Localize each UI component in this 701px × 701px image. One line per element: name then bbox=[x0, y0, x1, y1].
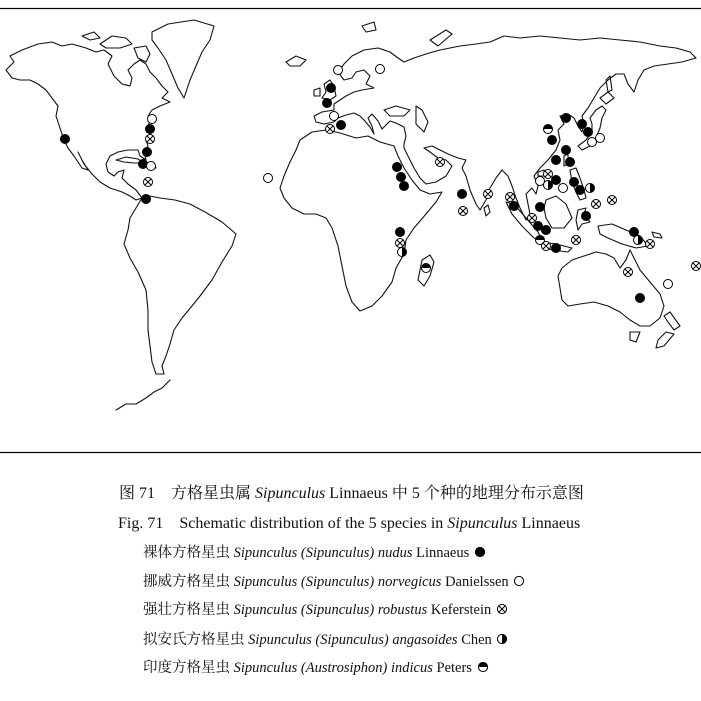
coastline-antarctic-peninsula bbox=[116, 380, 170, 410]
marker-nudus bbox=[552, 176, 561, 185]
legend-genus: Sipunculus bbox=[233, 545, 298, 561]
marker-nudus bbox=[576, 186, 585, 195]
legend-subgenus: (Austrosiphon) bbox=[300, 660, 388, 676]
legend-symbol-filled-circle-icon bbox=[474, 546, 486, 558]
marker-angasoides bbox=[398, 248, 407, 257]
legend-symbol-mark bbox=[478, 662, 487, 671]
marker-norvegicus bbox=[330, 112, 339, 121]
distribution-markers bbox=[61, 65, 701, 303]
legend-chinese-name: 强壮方格星虫 bbox=[143, 602, 230, 618]
legend-author: Peters bbox=[436, 660, 472, 676]
caption-en-suffix: Linnaeus bbox=[521, 515, 581, 532]
marker-nudus bbox=[542, 226, 551, 235]
marker-norvegicus bbox=[147, 162, 156, 171]
legend-species: robustus bbox=[377, 602, 428, 618]
marker-robustus bbox=[692, 262, 701, 271]
legend-symbol-mark bbox=[475, 547, 484, 556]
marker-nudus bbox=[548, 136, 557, 145]
marker-nudus bbox=[146, 125, 155, 134]
marker-nudus bbox=[636, 294, 645, 303]
marker-nudus bbox=[142, 195, 151, 204]
legend-subgenus: (Sipunculus) bbox=[315, 632, 389, 648]
legend-genus: Sipunculus bbox=[233, 602, 298, 618]
coastline-tasmania bbox=[630, 332, 640, 342]
figure-label-zh: 图 71 bbox=[119, 485, 156, 502]
coastline-greenland bbox=[152, 20, 214, 98]
caption-zh-prefix: 方格星虫属 bbox=[171, 485, 252, 502]
legend-item-norvegicus bbox=[143, 573, 525, 591]
legend-subgenus: (Sipunculus) bbox=[300, 574, 375, 590]
marker-robustus bbox=[542, 242, 551, 251]
caption-en-prefix: Schematic distribution of the 5 species in bbox=[179, 515, 444, 532]
marker-nudus bbox=[458, 190, 467, 199]
legend-symbol-mark bbox=[497, 604, 506, 613]
legend-item-nudus bbox=[143, 544, 486, 562]
marker-nudus bbox=[552, 244, 561, 253]
marker-nudus bbox=[562, 146, 571, 155]
figure-label-en: Fig. 71 bbox=[118, 515, 164, 532]
coastline-australia bbox=[558, 250, 664, 326]
marker-robustus bbox=[484, 190, 493, 199]
marker-nudus bbox=[337, 121, 346, 130]
marker-nudus bbox=[393, 163, 402, 172]
marker-robustus bbox=[528, 214, 537, 223]
legend-chinese-name: 裸体方格星虫 bbox=[143, 545, 230, 561]
coastline-south-america bbox=[124, 196, 236, 374]
marker-robustus bbox=[506, 193, 515, 202]
marker-robustus bbox=[624, 268, 633, 277]
marker-robustus bbox=[608, 196, 617, 205]
marker-norvegicus bbox=[376, 65, 385, 74]
legend-author: Keferstein bbox=[430, 602, 492, 618]
marker-nudus bbox=[578, 120, 587, 129]
marker-nudus bbox=[61, 135, 70, 144]
marker-norvegicus bbox=[559, 184, 568, 193]
marker-norvegicus bbox=[664, 280, 673, 289]
marker-nudus bbox=[327, 84, 336, 93]
marker-nudus bbox=[570, 178, 579, 187]
legend-item-angasoides bbox=[143, 631, 508, 649]
legend-species: nudus bbox=[377, 545, 413, 561]
coastline-inland-seas bbox=[384, 106, 428, 132]
marker-nudus bbox=[536, 203, 545, 212]
marker-robustus bbox=[459, 207, 468, 216]
marker-norvegicus bbox=[148, 115, 157, 124]
marker-indicus bbox=[422, 264, 431, 273]
coastline-africa bbox=[280, 130, 442, 311]
marker-robustus bbox=[326, 125, 335, 134]
coastline-eurasia bbox=[314, 36, 696, 220]
marker-nudus bbox=[582, 212, 591, 221]
marker-nudus bbox=[562, 114, 571, 123]
marker-angasoides bbox=[634, 236, 643, 245]
coastlines bbox=[6, 20, 696, 410]
marker-robustus bbox=[144, 178, 153, 187]
marker-nudus bbox=[510, 202, 519, 211]
marker-nudus bbox=[552, 156, 561, 165]
legend-symbol-open-circle-icon bbox=[513, 575, 525, 587]
legend-subgenus: (Sipunculus) bbox=[300, 602, 375, 618]
marker-robustus bbox=[646, 240, 655, 249]
marker-norvegicus bbox=[596, 134, 605, 143]
legend-chinese-name: 拟安氏方格星虫 bbox=[143, 632, 245, 648]
caption-english bbox=[118, 514, 580, 534]
legend-symbol-top-half-filled-circle-icon bbox=[477, 661, 489, 673]
legend-species: indicus bbox=[390, 660, 433, 676]
marker-nudus bbox=[566, 158, 575, 167]
marker-nudus bbox=[396, 228, 405, 237]
coastline-new-zealand bbox=[656, 312, 680, 348]
marker-robustus bbox=[544, 170, 553, 179]
legend-symbol-half-filled-circle-icon bbox=[496, 633, 508, 645]
legend-symbol-mark bbox=[515, 576, 524, 585]
caption-zh-suffix: Linnaeus 中 5 个种的地理分布示意图 bbox=[329, 485, 584, 502]
legend-chinese-name: 挪威方格星虫 bbox=[143, 574, 230, 590]
legend-species: angasoides bbox=[392, 632, 458, 648]
marker-indicus bbox=[544, 125, 553, 134]
caption-zh-genus: Sipunculus bbox=[255, 485, 326, 502]
coastline-arctic-islands bbox=[82, 32, 150, 62]
marker-norvegicus bbox=[334, 66, 343, 75]
legend-author: Chen bbox=[461, 632, 492, 648]
legend-item-indicus bbox=[143, 659, 489, 677]
marker-robustus bbox=[146, 135, 155, 144]
marker-nudus bbox=[143, 148, 152, 157]
legend-genus: Sipunculus bbox=[248, 632, 312, 648]
marker-angasoides bbox=[544, 181, 553, 190]
legend-subgenus: (Sipunculus) bbox=[300, 545, 375, 561]
legend-genus: Sipunculus bbox=[233, 660, 298, 676]
coastline-north-america bbox=[6, 42, 170, 200]
marker-nudus bbox=[400, 182, 409, 191]
coastline-north-atlantic-islands bbox=[286, 22, 452, 66]
marker-angasoides bbox=[586, 184, 595, 193]
marker-norvegicus bbox=[264, 174, 273, 183]
caption-chinese bbox=[119, 484, 584, 504]
marker-nudus bbox=[397, 173, 406, 182]
marker-robustus bbox=[396, 239, 405, 248]
legend-chinese-name: 印度方格星虫 bbox=[143, 660, 230, 676]
legend-author: Linnaeus bbox=[416, 545, 470, 561]
legend-genus: Sipunculus bbox=[233, 574, 298, 590]
legend-item-robustus bbox=[143, 601, 508, 619]
legend-symbol-mark bbox=[498, 634, 507, 643]
legend-symbol-crossed-circle-icon bbox=[496, 603, 508, 615]
marker-robustus bbox=[572, 236, 581, 245]
caption-en-genus: Sipunculus bbox=[447, 515, 518, 532]
legend-author: Danielssen bbox=[445, 574, 509, 590]
marker-robustus bbox=[436, 158, 445, 167]
marker-nudus bbox=[323, 99, 332, 108]
marker-robustus bbox=[592, 200, 601, 209]
legend-species: norvegicus bbox=[377, 574, 442, 590]
marker-nudus bbox=[584, 128, 593, 137]
